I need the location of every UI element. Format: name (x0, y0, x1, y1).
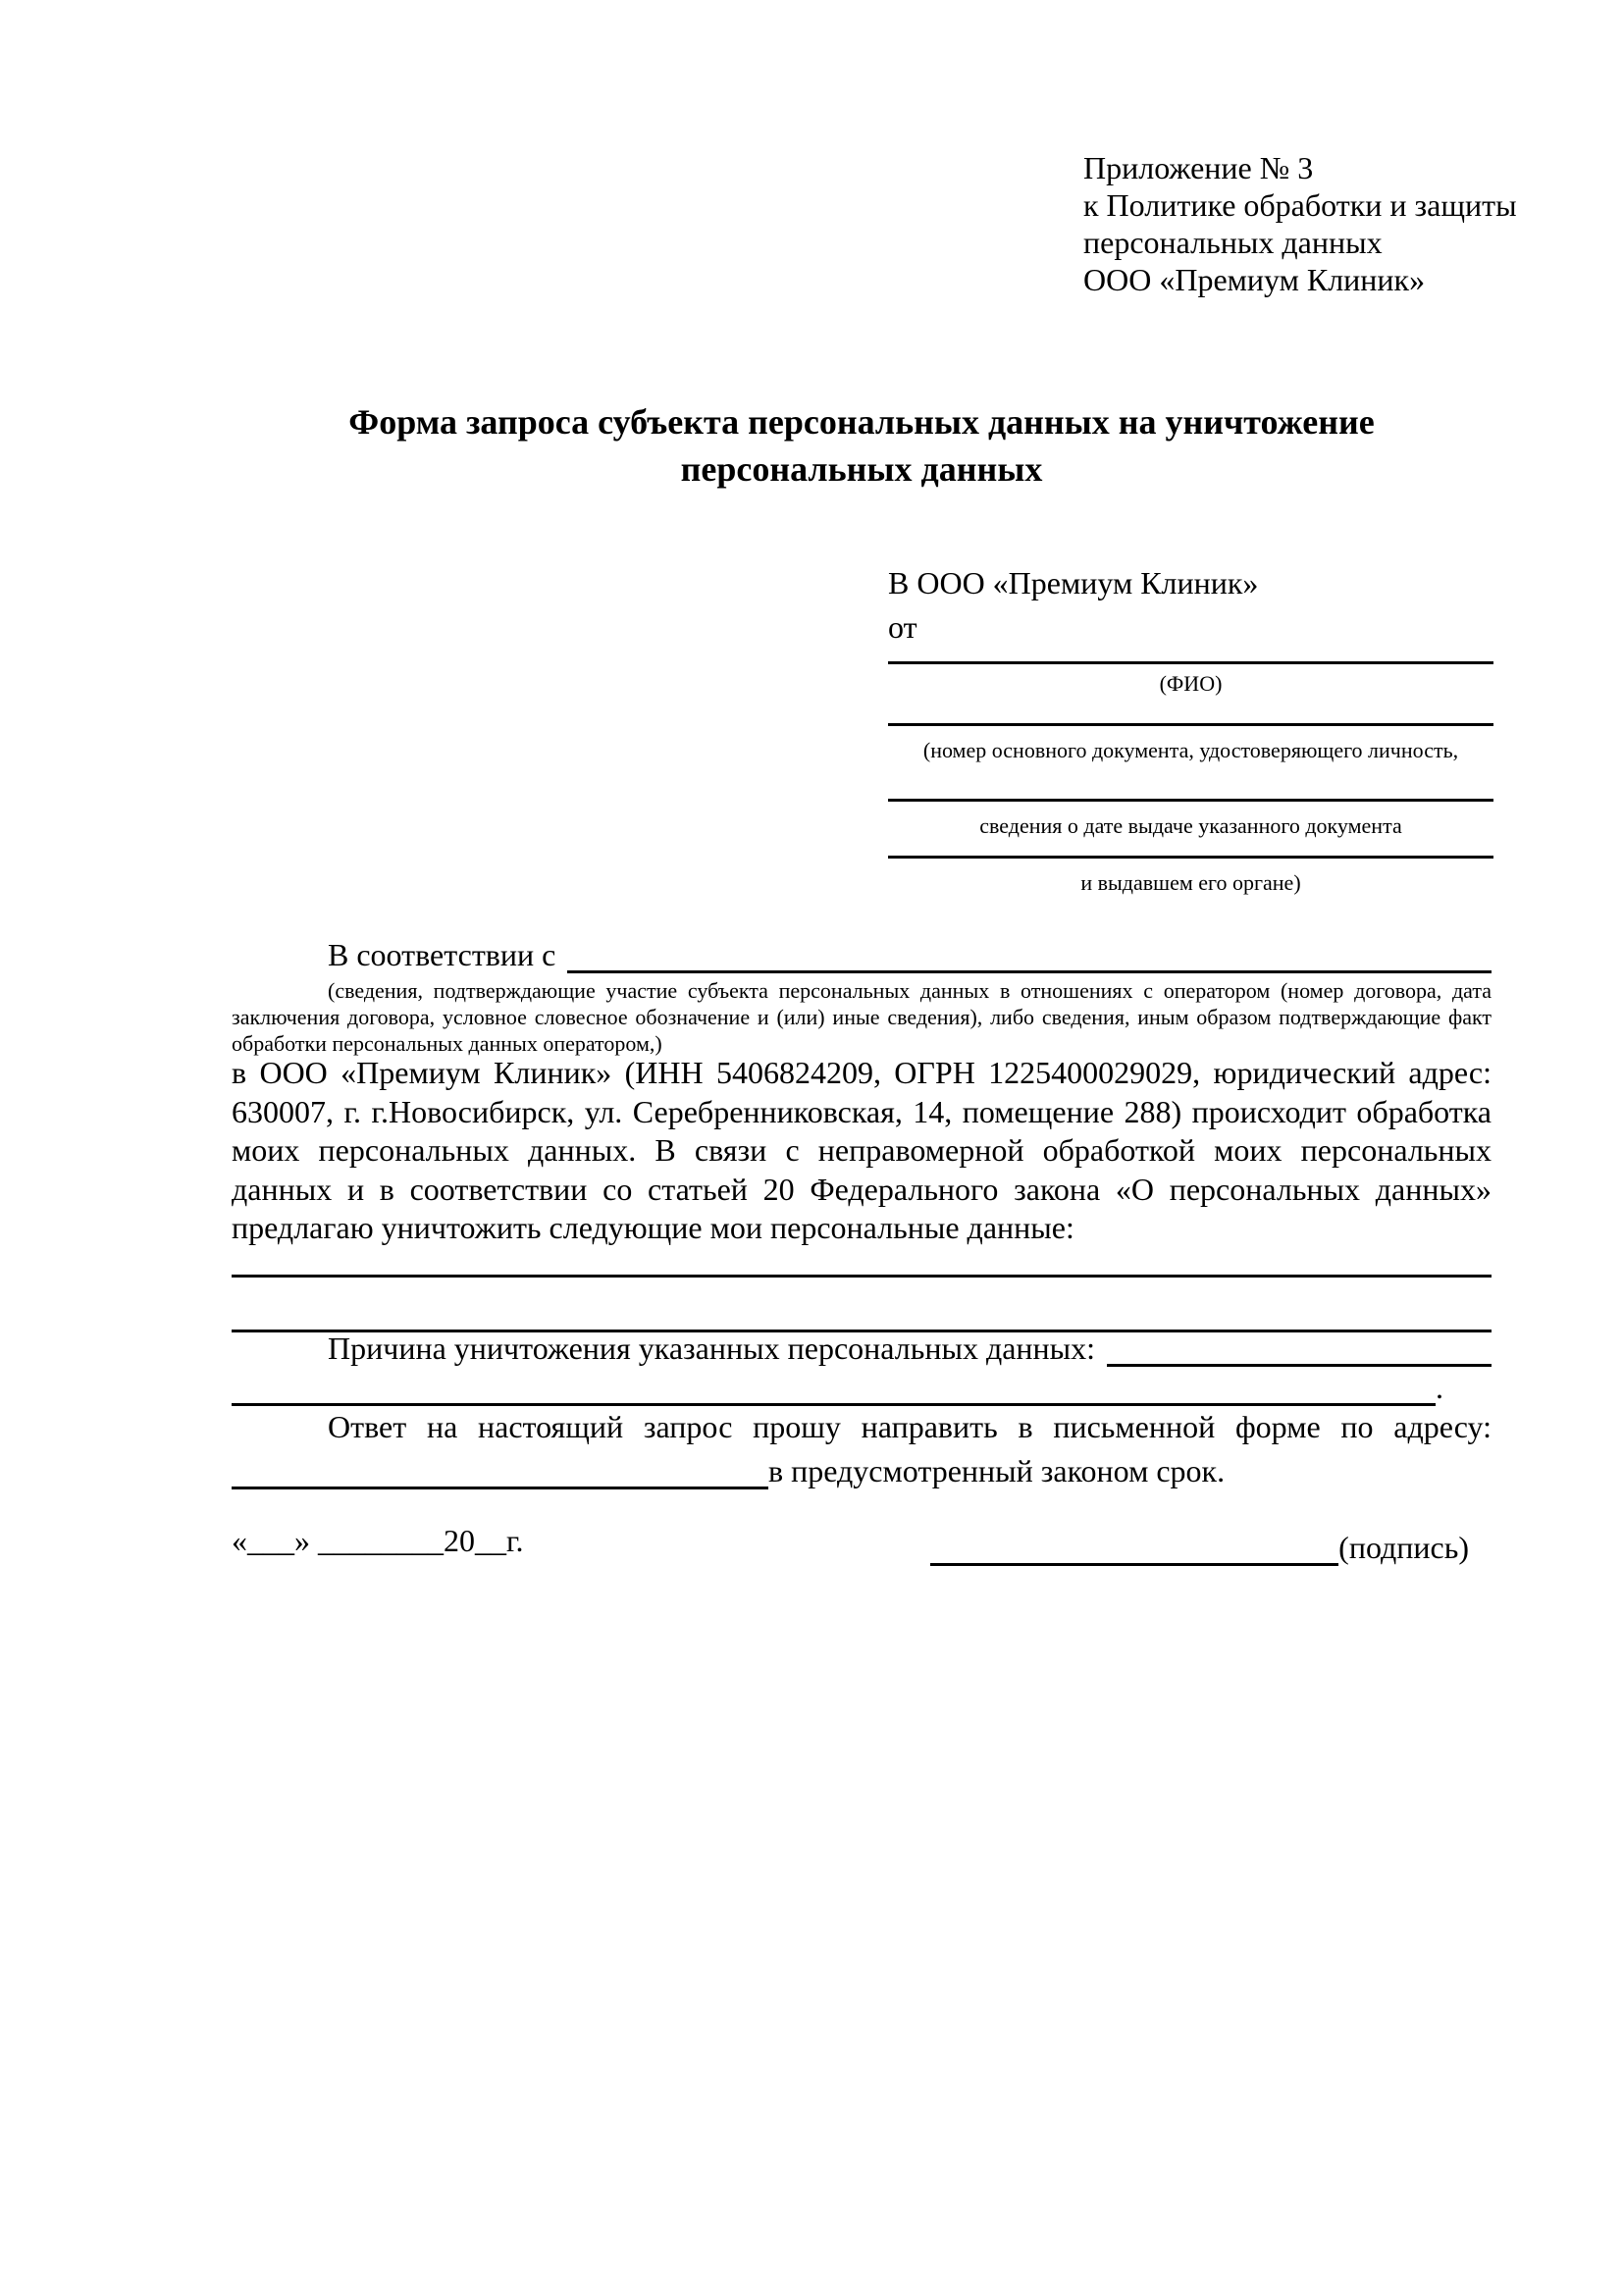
appendix-note-line: персональных данных (1083, 225, 1383, 260)
accordance-row (232, 930, 1492, 973)
document-number-field-label: (номер основного документа, удостоверяющего личность, (922, 738, 1459, 762)
issue-date-field[interactable] (888, 726, 1493, 802)
address-field[interactable] (232, 1451, 768, 1489)
accordance-note: (сведения, подтверждающие участие субъекта персональных данных в отношениях с оператором (номер договора, дата заключения договора, условное словесное обозначение и (или) иные сведения), либо сведения, иным образом подтверждающие факт обработки персональных данных оператором,) (232, 978, 1492, 1056)
document-number-field[interactable] (888, 664, 1493, 726)
fio-field-label: (ФИО) (1159, 671, 1223, 696)
reason-row (232, 1327, 1492, 1367)
issuing-authority-field-label: и выдавшем его органе) (1080, 870, 1301, 895)
address-row (232, 1454, 1492, 1489)
signature-group (930, 1523, 1469, 1566)
page-title-line: Форма запроса субъекта персональных данных на уничтожение (348, 402, 1375, 442)
answer-tail-label: в предусмотренный законом срок. (768, 1453, 1226, 1488)
answer-request-line: Ответ на настоящий запрос прошу направить в письменной форме по адресу: (328, 1409, 1492, 1444)
reason-label: Причина уничтожения указанных персональных данных: (328, 1331, 1096, 1366)
appendix-note (1083, 149, 1535, 298)
appendix-note-line: к Политике обработки и защиты (1083, 187, 1517, 223)
appendix-note-line: ООО «Премиум Клиник» (1083, 262, 1426, 297)
issue-date-field-label: сведения о дате выдаче указанного документа (979, 813, 1402, 838)
accordance-label: В соответствии с (328, 937, 556, 972)
reason-field[interactable] (1107, 1324, 1492, 1367)
reason-field-line-2[interactable] (232, 1365, 1436, 1406)
accordance-basis-field[interactable] (567, 927, 1492, 973)
signature-label: (подпись) (1338, 1530, 1469, 1565)
page-title (232, 398, 1492, 493)
date-line[interactable]: «___» ________20__г. (232, 1523, 524, 1558)
from-label: от (888, 609, 917, 645)
appendix-note-line: Приложение № 3 (1083, 150, 1314, 185)
main-paragraph: в ООО «Премиум Клиник» (ИНН 5406824209, ОГРН 1225400029029, юридический адрес: 630007, г. г.Новосибирск, ул. Серебренниковская, 14, помещение 288) происходит обработка моих персональных данных. В связи с неправомерной обработкой моих персональных данных и в соответствии со статьей 20 Федерального закона «О персональных данных» предлагаю уничтожить следующие мои персональные данные: (232, 1055, 1492, 1245)
reason-row-continuation (232, 1368, 1492, 1406)
footer-row (232, 1523, 1492, 1566)
issuing-authority-field[interactable] (888, 802, 1493, 859)
reason-line-period: . (1436, 1370, 1443, 1405)
fio-field[interactable] (888, 609, 1493, 664)
addressee-block (888, 565, 1493, 896)
page-title-line: персональных данных (680, 449, 1043, 489)
addressee-to-line: В ООО «Премиум Клиник» (888, 565, 1259, 600)
personal-data-field-line-1[interactable] (232, 1238, 1492, 1278)
signature-field[interactable] (930, 1530, 1338, 1566)
